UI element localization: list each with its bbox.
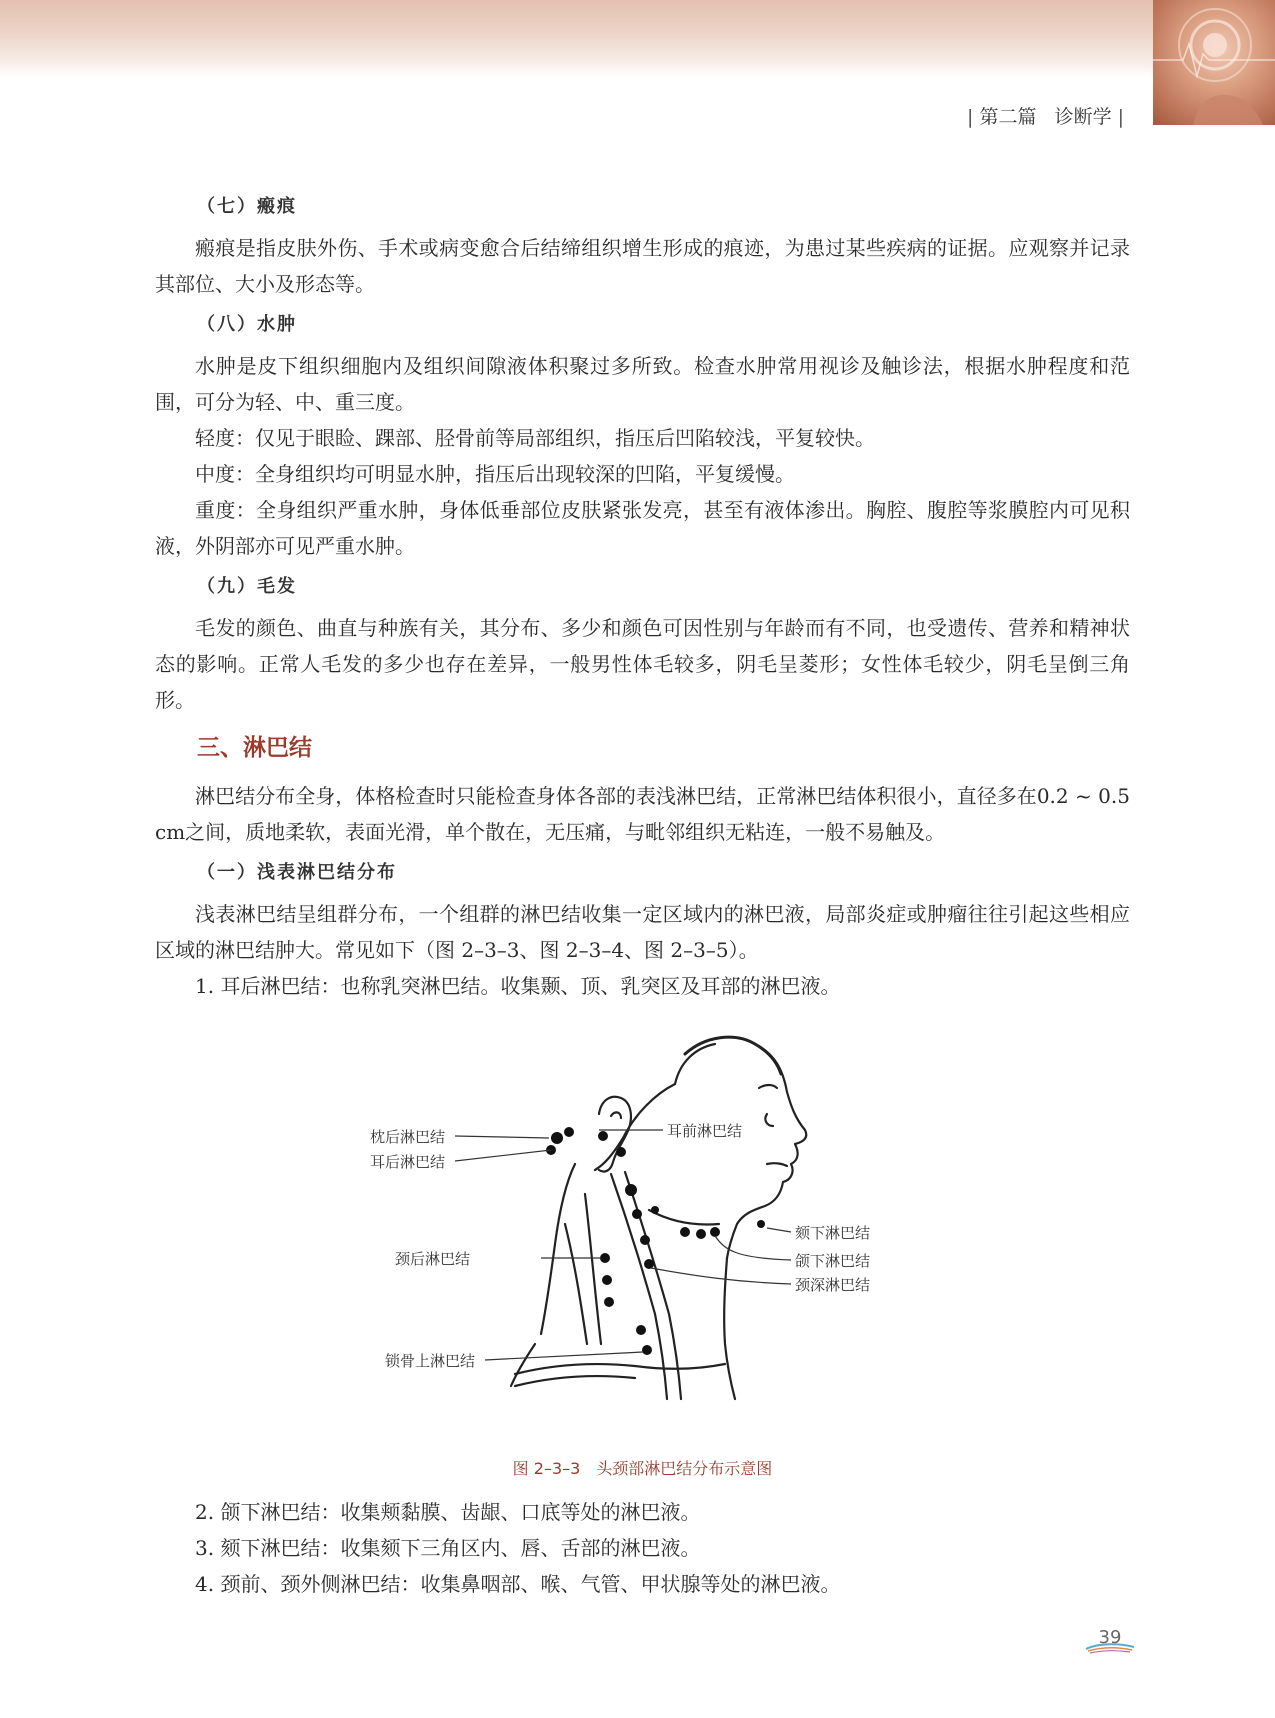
heading-lymph-distribution: （一）浅表淋巴结分布	[197, 862, 397, 883]
page-number-swoosh-icon	[1084, 1641, 1136, 1655]
paragraph-scar: 瘢痕是指皮肤外伤、手术或病变愈合后结缔组织增生形成的痕迹，为患过某些疾病的证据。应观察并记录其部位、大小及形态等。	[155, 236, 1130, 296]
label-postauricular-nodes: 耳后淋巴结	[370, 1153, 446, 1171]
label-occipital-nodes: 枕后淋巴结	[370, 1128, 446, 1146]
figure-head-neck-lymph	[155, 1014, 1130, 1454]
part-label: 第二篇	[979, 106, 1037, 128]
figure-caption: 图 2–3–3 头颈部淋巴结分布示意图	[512, 1459, 773, 1478]
heading-scar: （七）瘢痕	[197, 196, 297, 217]
paragraph-edema-moderate: 中度：全身组织均可明显水肿，指压后出现较深的凹陷，平复缓慢。	[195, 462, 795, 486]
paragraph-edema-intro: 水肿是皮下组织细胞内及组织间隙液体积聚过多所致。检查水肿常用视诊及触诊法，根据水肿程度和范围，可分为轻、中、重三度。	[155, 354, 1130, 414]
list-item-submandibular: 2. 颌下淋巴结：收集颊黏膜、齿龈、口底等处的淋巴液。	[195, 1500, 701, 1524]
paragraph-edema-mild: 轻度：仅见于眼睑、踝部、胫骨前等局部组织，指压后凹陷较浅，平复较快。	[195, 426, 875, 450]
label-posterior-cervical-nodes: 颈后淋巴结	[395, 1250, 471, 1268]
paragraph-hair: 毛发的颜色、曲直与种族有关，其分布、多少和颜色可因性别与年龄而有不同，也受遗传、营养和精神状态的影响。正常人毛发的多少也存在差异，一般男性体毛较多，阴毛呈菱形；女性体毛较少，阴毛呈倒三角形。	[155, 616, 1130, 712]
heading-edema: （八）水肿	[197, 314, 297, 335]
header-band	[0, 0, 1275, 78]
subject-label: 诊断学	[1054, 106, 1112, 128]
running-head: | 第二篇 诊断学 |	[967, 106, 1124, 128]
list-item-cervical: 4. 颈前、颈外侧淋巴结：收集鼻咽部、喉、气管、甲状腺等处的淋巴液。	[195, 1572, 841, 1596]
label-submental-nodes: 颏下淋巴结	[795, 1224, 871, 1242]
page-number	[1088, 1625, 1132, 1655]
heading-hair: （九）毛发	[197, 576, 297, 597]
label-supraclavicular-nodes: 锁骨上淋巴结	[385, 1352, 476, 1370]
main-content	[155, 190, 1130, 1602]
label-preauricular-nodes: 耳前淋巴结	[667, 1122, 743, 1140]
list-item-submental: 3. 颏下淋巴结：收集颏下三角区内、唇、舌部的淋巴液。	[195, 1536, 701, 1560]
paragraph-lymph-distribution: 浅表淋巴结呈组群分布，一个组群的淋巴结收集一定区域内的淋巴液，局部炎症或肿瘤往往引起这些相应区域的淋巴结肿大。常见如下（图 2–3–3、图 2–3–4、图 2–3–5）。	[155, 902, 1130, 962]
list-item-postauricular: 1. 耳后淋巴结：也称乳突淋巴结。收集颞、顶、乳突区及耳部的淋巴液。	[195, 974, 841, 998]
paragraph-edema-severe: 重度：全身组织严重水肿，身体低垂部位皮肤紧张发亮，甚至有液体渗出。胸腔、腹腔等浆膜腔内可见积液，外阴部亦可见严重水肿。	[155, 498, 1130, 558]
corner-stethoscope-image	[1153, 0, 1275, 125]
label-deep-cervical-nodes: 颈深淋巴结	[795, 1276, 871, 1294]
label-submandibular-nodes: 颌下淋巴结	[795, 1252, 871, 1270]
section-title-lymph: 三、淋巴结	[197, 735, 312, 761]
page-number-text: 39	[1098, 1627, 1122, 1648]
paragraph-lymph-intro: 淋巴结分布全身，体格检查时只能检查身体各部的表浅淋巴结，正常淋巴结体积很小，直径多在0.2 ~ 0.5 cm之间，质地柔软，表面光滑，单个散在，无压痛，与毗邻组织无粘连，一般不易触及。	[155, 784, 1130, 844]
head-neck-illustration	[155, 1014, 1130, 1454]
